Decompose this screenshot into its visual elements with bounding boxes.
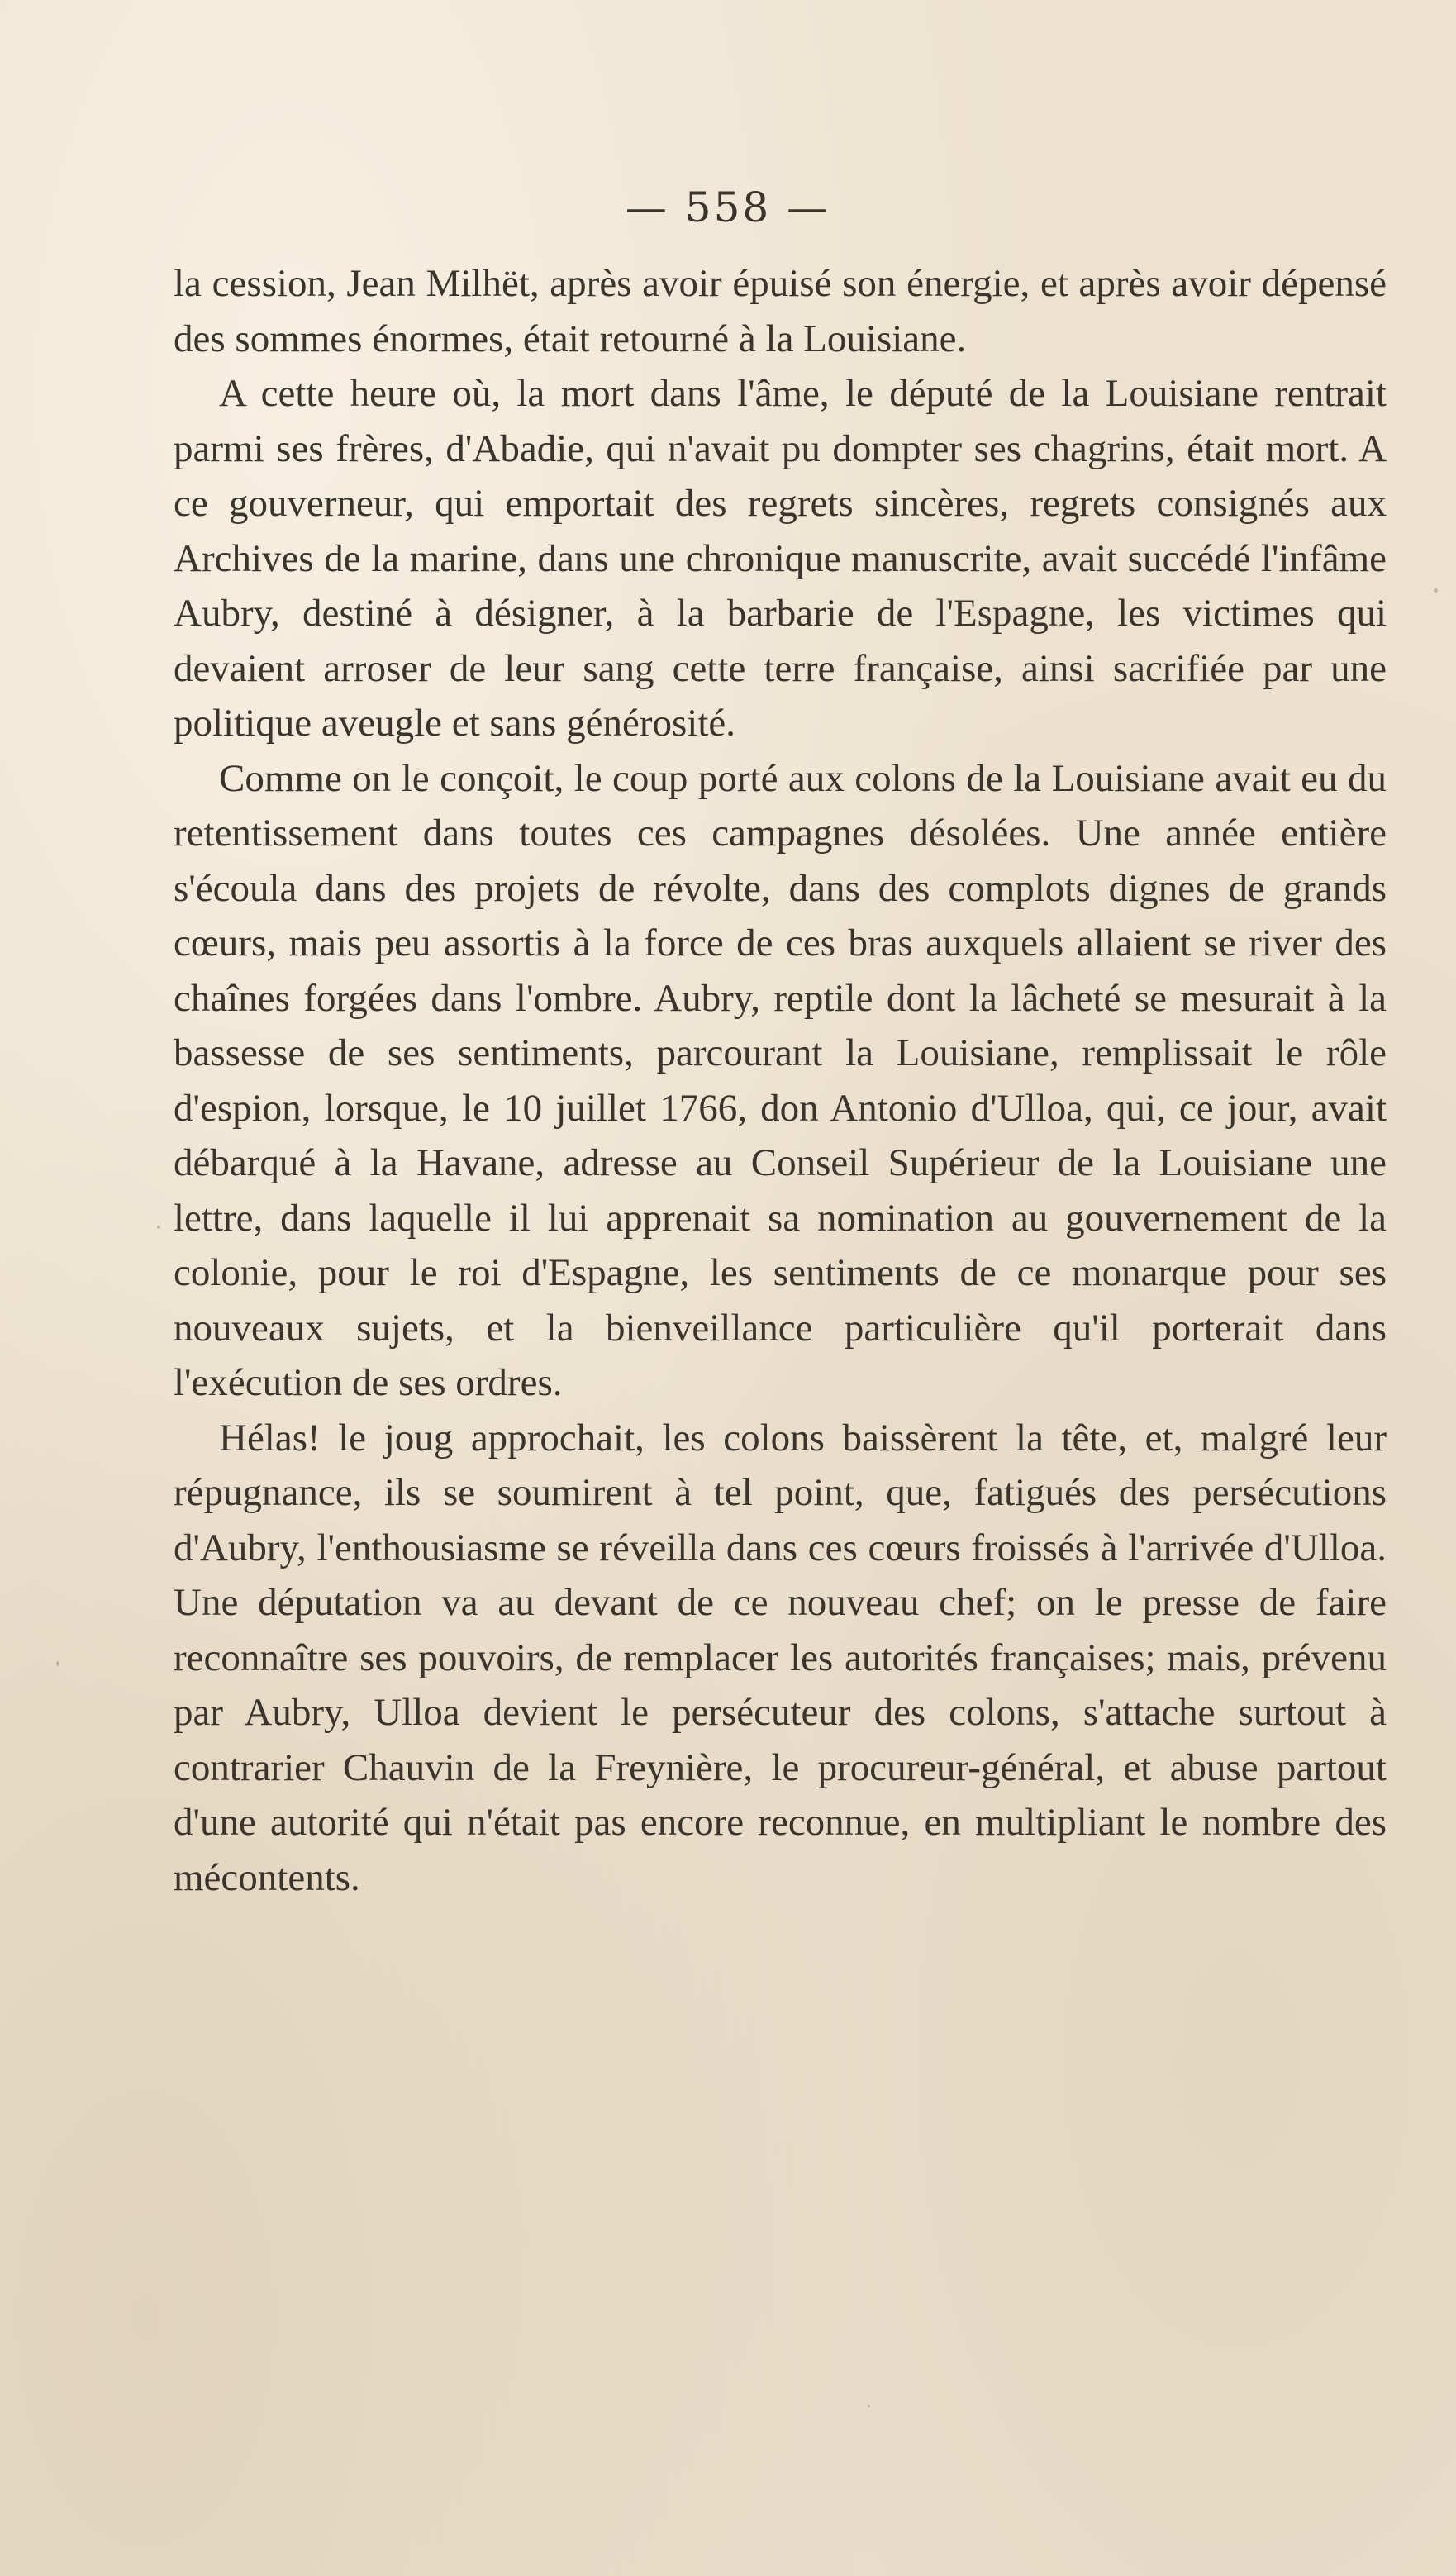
body-text bbox=[174, 256, 1387, 1905]
paragraph-2: A cette heure où, la mort dans l'âme, le député de la Louisiane rentrait parmi ses frères, d'Abadie, qui n'avait pu dompter ses chagrins, était mort. A ce gouverneur, qui emportait des regrets sincères, regrets consignés aux Archives de la marine, dans une chronique manuscrite, avait succédé l'infâme Aubry, destiné à désigner, à la barbarie de l'Espagne, les victimes qui devaient arroser de leur sang cette terre française, ainsi sacrifiée par une politique aveugle et sans générosité. bbox=[174, 372, 1387, 745]
paper-speck bbox=[56, 1661, 59, 1666]
paper-speck bbox=[868, 2405, 870, 2407]
page-number: — 558 — bbox=[625, 183, 831, 231]
paragraph-4: Hélas! le joug approchait, les colons baissèrent la tête, et, malgré leur répugnance, ils se soumirent à tel point, que, fatigués des persécutions d'Aubry, l'enthousiasme se réveilla dans ces cœurs froissés à l'arrivée d'Ulloa. Une députation va au devant de ce nouveau chef; on le presse de faire reconnaître ses pouvoirs, de remplacer les autorités françaises; mais, prévenu par Aubry, Ulloa devient le persécuteur des colons, s'attache surtout à contrarier Chauvin de la Freynière, le procureur-général, et abuse partout d'une autorité qui n'était pas encore reconnue, en multipliant le nombre des mécontents. bbox=[174, 1416, 1387, 1899]
paragraph-1: la cession, Jean Milhët, après avoir épuisé son énergie, et après avoir dépensé des sommes énormes, était retourné à la Louisiane. bbox=[174, 262, 1387, 360]
paragraph-3: Comme on le conçoit, le coup porté aux colons de la Louisiane avait eu du retentissement dans toutes ces campagnes désolées. Une année entière s'écoula dans des projets de révolte, dans des complots dignes de grands cœurs, mais peu assortis à la force de ces bras auxquels allaient se river des chaînes forgées dans l'ombre. Aubry, reptile dont la lâcheté se mesurait à la bassesse de ses sentiments, parcourant la Louisiane, remplissait le rôle d'espion, lorsque, le 10 juillet 1766, don Antonio d'Ulloa, qui, ce jour, avait débarqué à la Havane, adresse au Conseil Supérieur de la Louisiane une lettre, dans laquelle il lui apprenait sa nomination au gouvernement de la colonie, pour le roi d'Espagne, les sentiments de ce monarque pour ses nouveaux sujets, et la bienveillance particulière qu'il porterait dans l'exécution de ses ordres. bbox=[174, 756, 1387, 1404]
paper-speck bbox=[1434, 588, 1438, 593]
paper-speck bbox=[157, 1226, 160, 1229]
